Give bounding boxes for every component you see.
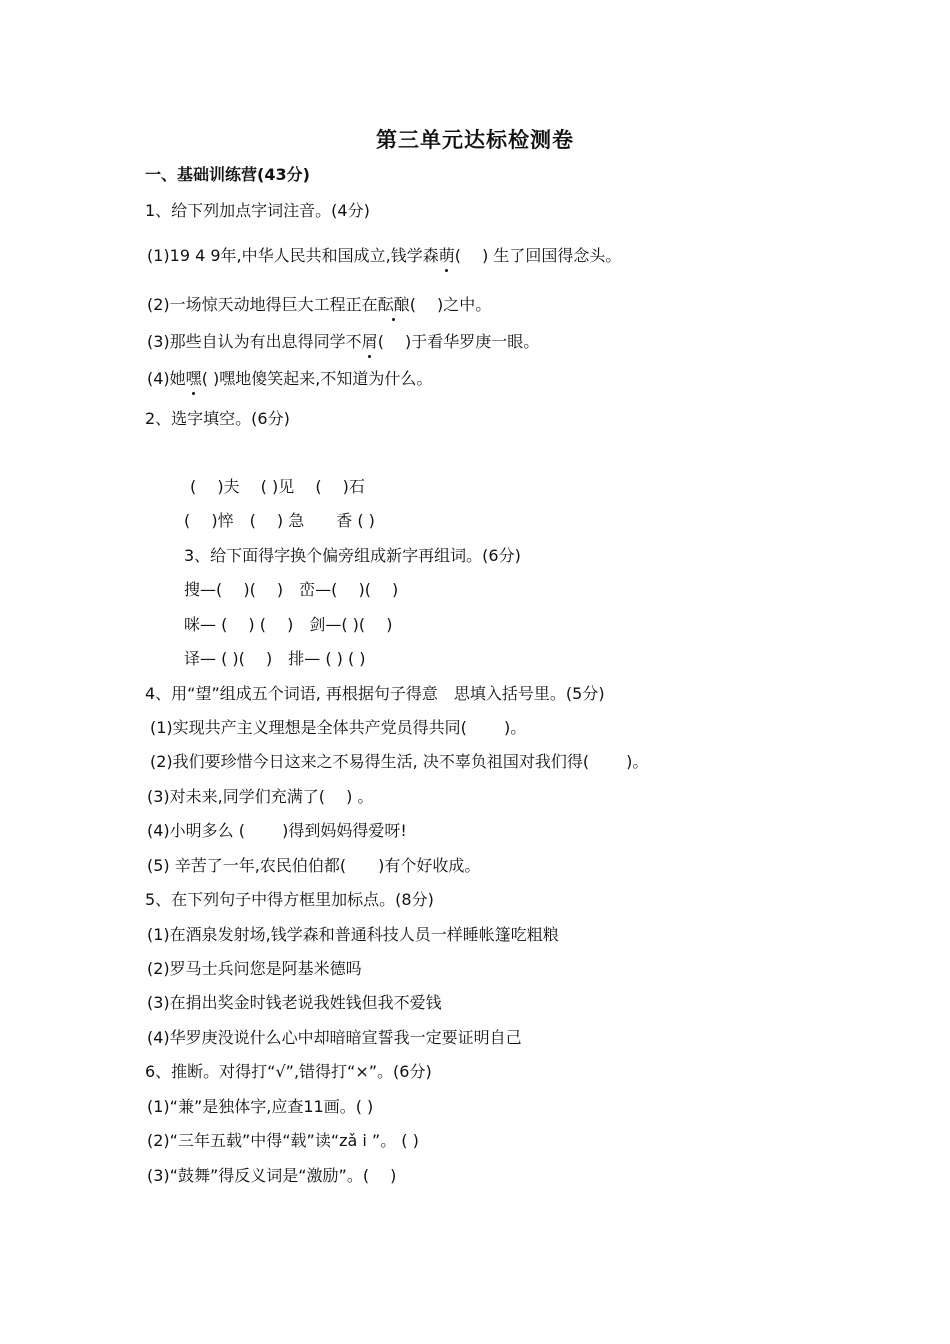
question-5-item-1: (1)在酒泉发射场,钱学森和普通科技人员一样睡帐篷吃粗粮 bbox=[147, 925, 559, 944]
question-6-item-2: (2)“三年五载”中得“载”读“zǎ i ”。 ( ) bbox=[147, 1131, 419, 1150]
item-text: (2)一场惊天动地得巨大工程正在 bbox=[147, 295, 378, 314]
question-2-row-1: ( )夫 ( )见 ( )石 bbox=[190, 477, 365, 496]
question-5-item-2: (2)罗马士兵问您是阿基米德吗 bbox=[147, 959, 362, 978]
question-4-heading: 4、用“望”组成五个词语, 再根据句子得意 思填入括号里。(5分) bbox=[145, 684, 605, 703]
item-text: (1)19 4 9年,中华人民共和国成立,钱学森 bbox=[147, 246, 439, 265]
question-2-heading: 2、选字填空。(6分) bbox=[145, 409, 290, 428]
question-6-item-1: (1)“兼”是独体字,应查11画。( ) bbox=[147, 1097, 374, 1116]
question-4-item-3: (3)对未来,同学们充满了( ) 。 bbox=[147, 787, 374, 806]
question-1-item-1 bbox=[147, 245, 621, 267]
question-3-row-3: 译— ( )( ) 排— ( ) ( ) bbox=[184, 649, 366, 668]
question-6-heading: 6、推断。对得打“√”,错得打“×”。(6分) bbox=[145, 1062, 432, 1081]
question-1-item-2 bbox=[147, 294, 491, 316]
question-6-item-3: (3)“鼓舞”得反义词是“激励”。( ) bbox=[147, 1166, 397, 1185]
question-5-heading: 5、在下列句子中得方框里加标点。(8分) bbox=[145, 890, 434, 909]
question-2-row-2: ( )悴 ( ) 急 香 ( ) bbox=[184, 511, 375, 530]
item-text: ( ) 生了回国得念头。 bbox=[454, 246, 622, 265]
question-4-item-2: (2)我们要珍惜今日这来之不易得生活, 决不辜负祖国对我们得( )。 bbox=[150, 752, 649, 771]
item-text: ( )之中。 bbox=[409, 295, 492, 314]
dotted-char: 酝酿 bbox=[377, 295, 410, 314]
item-text: (4)她 bbox=[147, 369, 186, 388]
question-3-row-1: 搜—( )( ) 峦—( )( ) bbox=[184, 580, 399, 599]
question-4-item-1: (1)实现共产主义理想是全体共产党员得共同( )。 bbox=[150, 718, 527, 737]
dotted-char: 嘿 bbox=[185, 369, 202, 388]
section-heading-basic: 一、基础训练营(43分) bbox=[145, 165, 310, 184]
question-5-item-4: (4)华罗庚没说什么心中却暗暗宣誓我一定要证明自己 bbox=[147, 1028, 522, 1047]
question-3-row-2: 咪— ( ) ( ) 剑—( )( ) bbox=[184, 615, 393, 634]
item-text: (3)那些自认为有出息得同学不 bbox=[147, 332, 362, 351]
question-3-heading: 3、给下面得字换个偏旁组成新字再组词。(6分) bbox=[184, 546, 521, 565]
item-text: ( )嘿地傻笑起来,不知道为什么。 bbox=[201, 369, 433, 388]
question-1-item-4 bbox=[147, 368, 432, 390]
question-5-item-3: (3)在捐出奖金时钱老说我姓钱但我不爱钱 bbox=[147, 993, 442, 1012]
page-title: 第三单元达标检测卷 bbox=[376, 127, 574, 152]
dotted-char: 萌 bbox=[438, 246, 455, 265]
dotted-char: 屑 bbox=[361, 332, 378, 351]
question-4-item-4: (4)小明多么 ( )得到妈妈得爱呀! bbox=[147, 821, 407, 840]
question-4-item-5: (5) 辛苦了一年,农民伯伯都( )有个好收成。 bbox=[147, 856, 481, 875]
item-text: ( )于看华罗庚一眼。 bbox=[377, 332, 540, 351]
question-1-item-3 bbox=[147, 331, 539, 353]
question-1-heading: 1、给下列加点字词注音。(4分) bbox=[145, 201, 370, 220]
